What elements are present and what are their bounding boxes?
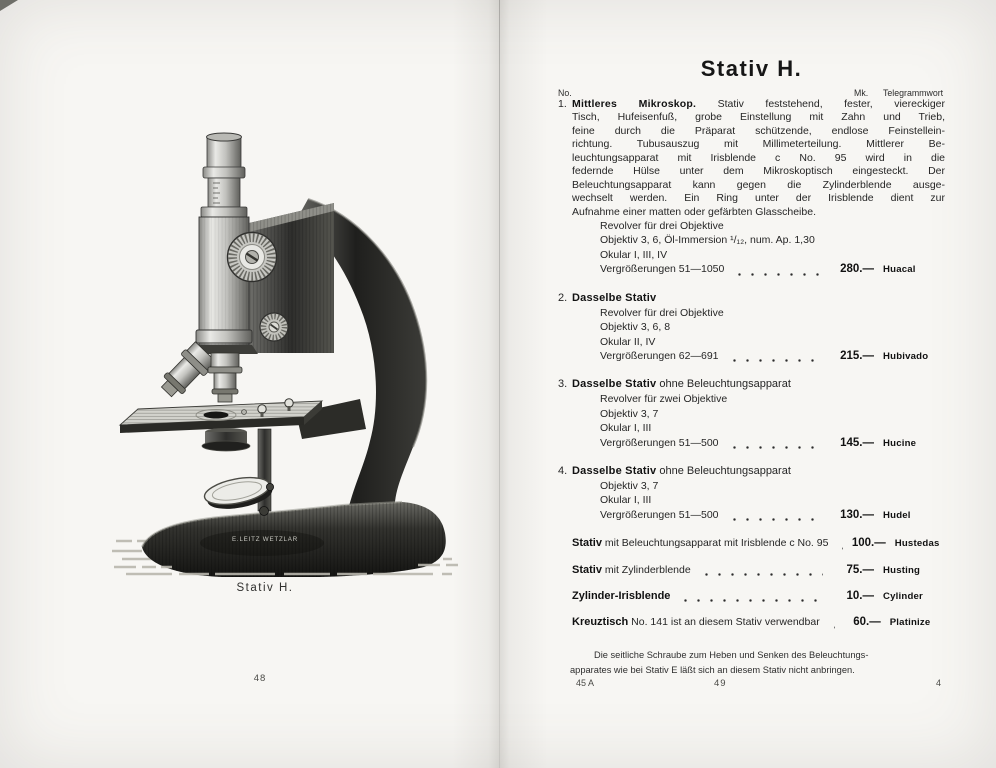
signature-mark: 45 A <box>576 678 595 688</box>
figure-caption: Stativ H. <box>236 582 294 594</box>
col-header-no: No. <box>558 88 572 98</box>
page-title: Stativ H. <box>700 56 803 81</box>
dot-leader <box>829 624 835 629</box>
item-spec: Objektiv 3, 7 <box>600 407 659 420</box>
sheet-mark: 4 <box>936 678 942 688</box>
catalog-item-4 <box>558 464 945 523</box>
item-spec: Okular I, III <box>600 422 652 435</box>
right-page <box>500 0 996 768</box>
catalog-item-2 <box>558 291 945 365</box>
item-heading: 3. Dasselbe Stativ ohne Beleuchtungsapparat <box>558 378 791 391</box>
telegram-word: Husting <box>883 564 921 576</box>
item-spec: Revolver für zwei Objektive <box>600 393 728 406</box>
dot-leader <box>728 516 824 521</box>
footnote: Die seitliche Schraube zum Heben und Senken des Beleuchtungs- apparates wie bei Stativ E läßt sich an diesem Stativ nicht anbringen. <box>570 649 869 675</box>
price-row-zylinder-irisblende: Zylinder-Irisblende 10.— Cylinder <box>558 589 945 604</box>
item-spec: Objektiv 3, 7 <box>600 479 659 492</box>
microscope-figure <box>112 95 462 577</box>
dot-leader <box>733 271 823 276</box>
item-number: 4. <box>558 464 568 477</box>
price-row: Vergrößerungen 51—1050 280.— Huacal <box>600 262 945 277</box>
price-mk: 145.— <box>840 436 874 449</box>
item-heading: 4. Dasselbe Stativ ohne Beleuchtungsapparat <box>558 464 791 477</box>
base-label: E.LEITZ WETZLAR <box>232 536 298 543</box>
left-page-number: 48 <box>253 673 267 684</box>
price-mk: 75.— <box>846 563 874 576</box>
dot-leader <box>728 444 824 449</box>
item-heading: 2. Dasselbe Stativ <box>558 291 657 304</box>
item-spec: Objektiv 3, 6, Öl-Immersion ¹/₁₂, num. Ap. 1,30 <box>600 234 815 247</box>
telegram-word: Hubivado <box>883 350 929 362</box>
price-row: Vergrößerungen 62—691 215.— Hubivado <box>600 349 945 364</box>
price-mk: 100.— <box>851 537 886 550</box>
telegram-word: Hucine <box>883 437 917 449</box>
price-row-stativ-zylinderblende: Stativ mit Zylinderblende 75.— Husting <box>558 563 945 578</box>
right-page-number: 49 <box>714 678 727 689</box>
binding-gutter-line <box>499 0 500 768</box>
item-spec: Revolver für drei Objektive <box>600 220 724 233</box>
telegram-word: Hudel <box>883 509 911 521</box>
item-spec: Okular I, III <box>600 494 652 507</box>
telegram-word: Huacal <box>883 264 916 276</box>
price-row-kreuztisch: Kreuztisch No. 141 ist an diesem Stativ verwendbar 60.— Platinize <box>558 615 945 630</box>
item-head: Mittleres Mikroskop. <box>572 98 697 110</box>
price-mk: 10.— <box>846 589 874 602</box>
price-mk: 130.— <box>840 508 874 521</box>
item-number: 2. <box>558 291 568 304</box>
telegram-word: Platinize <box>889 617 931 629</box>
col-header-mk: Mk. <box>854 88 869 98</box>
item-description: 1. Mittleres Mikroskop. Stativ feststehend, fester, viereckiger Tisch, Hufeisenfuß, grobe Einstellung mit Zahn und Trieb, feine durch die Präparat schützende, endlose Feinstellein- richtung. Tubusauszug mit Millimeterteilung. Mittlerer Be- leuchtungsapparat mit Irisblende c No. 95 wird in die federnde Hülse unter dem Mikroskoptisch eingesteckt. Der Beleuchtungsapparat kann gegen die Zylinderblende ausge- wechselt werden. Ein Ring unter der Irisblende dient zur Aufnahme einer matten oder gefärbten Glasscheibe. <box>558 98 945 218</box>
price-row: Vergrößerungen 51—500 145.— Hucine <box>600 436 945 451</box>
item-spec: Okular II, IV <box>600 335 656 348</box>
right-page-content <box>558 0 945 678</box>
item-spec: Revolver für drei Objektive <box>600 306 724 319</box>
price-row: Vergrößerungen 51—500 130.— Hudel <box>600 508 945 523</box>
dot-leader <box>700 571 823 576</box>
catalog-item-1 <box>558 98 945 278</box>
dot-leader <box>679 597 823 602</box>
price-mk: 280.— <box>840 263 874 276</box>
price-row-stativ-beleuchtung: Stativ mit Beleuchtungsapparat mit Irisblende c No. 95 100.— Hustedas <box>558 536 945 551</box>
catalog-item-3 <box>558 377 945 451</box>
right-page-footer <box>500 678 996 694</box>
telegram-word: Hustedas <box>894 538 940 550</box>
dot-leader <box>837 545 843 550</box>
telegram-word: Cylinder <box>883 590 923 602</box>
binding-gutter-shadow <box>452 0 548 768</box>
columns-header <box>558 83 945 98</box>
dot-leader <box>728 357 824 362</box>
col-header-telegram: Telegrammwort <box>883 88 944 98</box>
price-mk: 215.— <box>840 349 874 362</box>
price-mk: 60.— <box>853 616 881 629</box>
item-number: 1. <box>558 98 567 110</box>
item-spec: Objektiv 3, 6, 8 <box>600 321 671 334</box>
item-spec: Okular I, III, IV <box>600 248 668 261</box>
item-number: 3. <box>558 378 568 391</box>
